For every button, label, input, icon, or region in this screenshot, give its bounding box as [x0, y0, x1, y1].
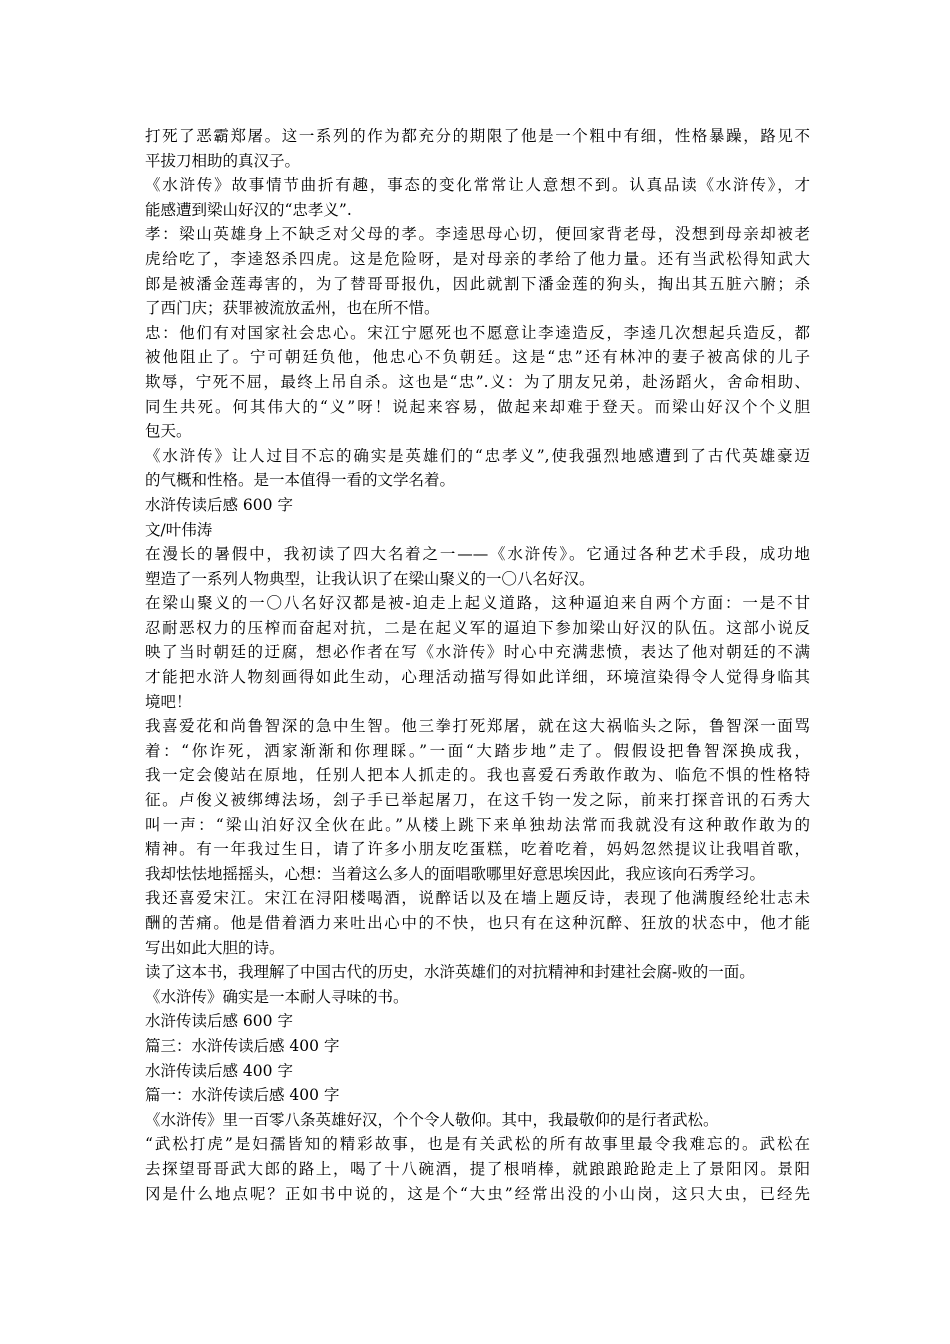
- text-line: 忍耐恶权力的压榨而奋起对抗，二是在起义军的逼迫下参加梁山好汉的队伍。这部小说反: [145, 618, 810, 637]
- text-line: “武松打虎”是妇孺皆知的精彩故事，也是有关武松的所有故事里最令我难忘的。武松在: [145, 1135, 810, 1154]
- text-line: 塑造了一系列人物典型，让我认识了在梁山聚义的一〇八名好汉。: [145, 569, 595, 588]
- text-line: 我喜爱花和尚鲁智深的急中生智。他三拳打死郑屠，就在这大祸临头之际，鲁智深一面骂: [145, 717, 810, 736]
- text-line: 郎是被潘金莲毒害的，为了替哥哥报仇，因此就割下潘金莲的狗头，掏出其五脏六腑；杀: [145, 274, 810, 293]
- text-line: 文/叶伟涛: [145, 520, 213, 539]
- text-line: 去探望哥哥武大郎的路上，喝了十八碗酒，提了根哨棒，就踉踉跄跄走上了景阳冈。景阳: [145, 1159, 810, 1178]
- text-line: 篇一：水浒传读后感 400 字: [145, 1086, 340, 1105]
- text-line: 虎给吃了，李逵怒杀四虎。这是危险呀，是对母亲的孝给了他力量。还有当武松得知武大: [145, 249, 810, 268]
- text-line: 着：“你诈死，洒家渐渐和你理睬。”一面“大踏步地”走了。假假设把鲁智深换成我，: [145, 741, 810, 760]
- text-line: 叫一声：“梁山泊好汉全伙在此。”从楼上跳下来单独劫法常而我就没有这种敢作敢为的: [145, 815, 810, 834]
- text-line: 《水浒传》故事情节曲折有趣，事态的变化常常让人意想不到。认真品读《水浒传》，才: [145, 176, 810, 195]
- text-line: 水浒传读后感 600 字: [145, 495, 293, 514]
- text-line: 《水浒传》让人过目不忘的确实是英雄们的“忠孝义”,使我强烈地感遭到了古代英雄豪迈: [145, 446, 810, 465]
- text-line: 征。卢俊义被绑缚法场，刽子手已举起屠刀，在这千钧一发之际，前来打探音讯的石秀大: [145, 791, 810, 810]
- text-line: 冈是什么地点呢？正如书中说的，这是个“大虫”经常出没的小山岗，这只大虫，已经先: [145, 1184, 810, 1203]
- text-line: 读了这本书，我理解了中国古代的历史，水浒英雄们的对抗精神和封建社会腐-败的一面。: [145, 963, 755, 982]
- text-line: 包天。: [145, 422, 192, 441]
- text-line: 《水浒传》确实是一本耐人寻味的书。: [145, 987, 409, 1006]
- text-line: 打死了恶霸郑屠。这一系列的作为都充分的期限了他是一个粗中有细，性格暴躁，路见不: [145, 127, 810, 145]
- text-line: 在梁山聚义的一〇八名好汉都是被-迫走上起义道路，这种逼迫来自两个方面：一是不甘: [145, 594, 810, 613]
- text-line: 忠：他们有对国家社会忠心。宋江宁愿死也不愿意让李逵造反，李逵几次想起兵造反，都: [145, 323, 810, 342]
- text-line: 平拔刀相助的真汉子。: [145, 151, 301, 170]
- text-line: 酬的苦痛。他是借着酒力来吐出心中的不快，也只有在这种沉醉、狂放的状态中，他才能: [145, 914, 810, 932]
- document-page: [145, 124, 810, 1206]
- text-line: 写出如此大胆的诗。: [145, 938, 285, 957]
- text-line: 被他阻止了。宁可朝廷负他，他忠心不负朝廷。这是“忠”还有林冲的妻子被高俅的儿子: [145, 348, 810, 367]
- text-line: 我却怯怯地摇摇头，心想：当着这么多人的面唱歌哪里好意思埃因此，我应该向石秀学习。: [145, 864, 766, 883]
- text-line: 欺辱，宁死不屈，最终上吊自杀。这也是“忠”.义：为了朋友兄弟，赴汤蹈火，舍命相助、: [145, 372, 810, 391]
- text-line: 水浒传读后感 400 字: [145, 1061, 293, 1080]
- text-line: 《水浒传》里一百零八条英雄好汉，个个令人敬仰。其中，我最敬仰的是行者武松。: [145, 1110, 719, 1129]
- text-line: 同生共死。何其伟大的“义”呀！说起来容易，做起来却难于登天。而梁山好汉个个义胆: [145, 397, 810, 416]
- text-line: 篇三：水浒传读后感 400 字: [145, 1036, 340, 1055]
- text-line: 映了当时朝廷的迂腐，想必作者在写《水浒传》时心中充满悲愤，表达了他对朝廷的不满: [145, 643, 810, 662]
- text-line: 孝：梁山英雄身上不缺乏对父母的孝。李逵思母心切，便回家背老母，没想到母亲却被老: [145, 225, 810, 244]
- text-line: 我一定会傻站在原地，任别人把本人抓走的。我也喜爱石秀敢作敢为、临危不惧的性格特: [145, 766, 810, 785]
- text-line: 精神。有一年我过生日，请了许多小朋友吃蛋糕，吃着吃着，妈妈忽然提议让我唱首歌，: [145, 840, 810, 859]
- text-line: 在漫长的暑假中，我初读了四大名着之一——《水浒传》。它通过各种艺术手段，成功地: [145, 545, 810, 564]
- text-line: 境吧！: [145, 692, 192, 711]
- text-line: 水浒传读后感 600 字: [145, 1012, 293, 1031]
- text-line: 了西门庆；获罪被流放孟州，也在所不惜。: [145, 299, 440, 318]
- text-line: 才能把水浒人物刻画得如此生动，心理活动描写得如此详细，环境渲染得令人觉得身临其: [145, 668, 810, 687]
- text-line: 能感遭到梁山好汉的“忠孝义”.: [145, 200, 352, 219]
- text-line: 的气概和性格。是一本值得一看的文学名着。: [145, 471, 456, 490]
- text-line: 我还喜爱宋江。宋江在浔阳楼喝酒，说醉话以及在墙上题反诗，表现了他满腹经纶壮志未: [145, 889, 810, 908]
